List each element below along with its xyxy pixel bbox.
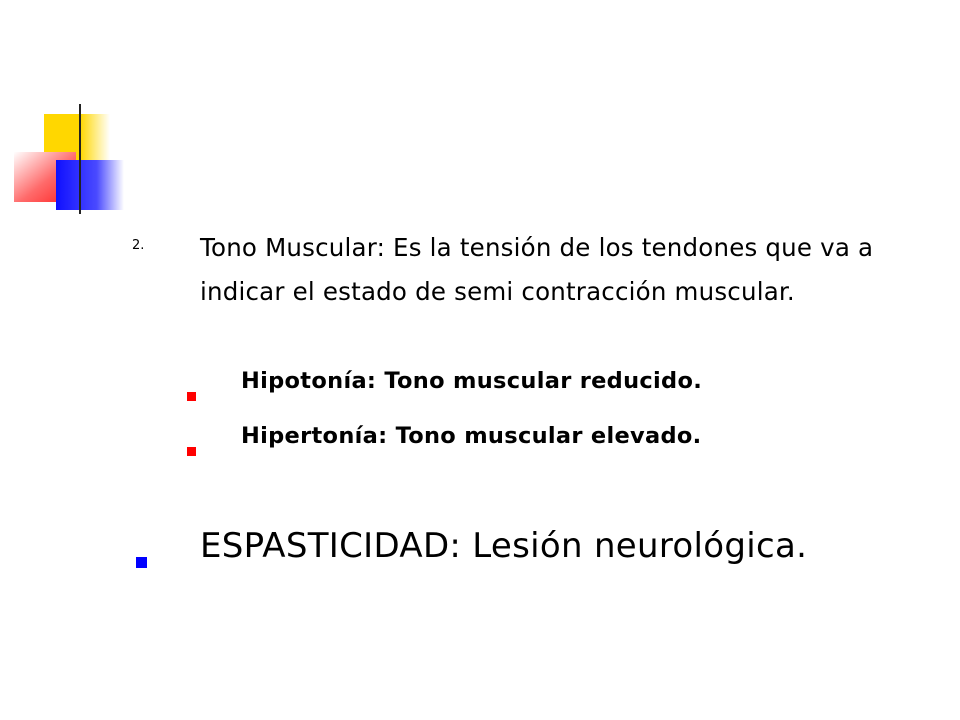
list-number: 2. xyxy=(132,238,145,253)
red-square-bullet xyxy=(187,392,196,401)
main-text: Tono Muscular: Es la tensión de los tendones que va a indicar el estado de semi contracción muscular. xyxy=(200,233,874,306)
sub-item-text: Hipertonía: Tono muscular elevado. xyxy=(241,423,702,449)
blue-square-bullet xyxy=(136,557,147,568)
title-decoration xyxy=(0,0,960,240)
blue-square xyxy=(56,160,124,210)
sub-item-text: Hipotonía: Tono muscular reducido. xyxy=(241,368,703,394)
bullet-text: ESPASTICIDAD: Lesión neurológica. xyxy=(200,526,808,566)
red-square-bullet xyxy=(187,447,196,456)
